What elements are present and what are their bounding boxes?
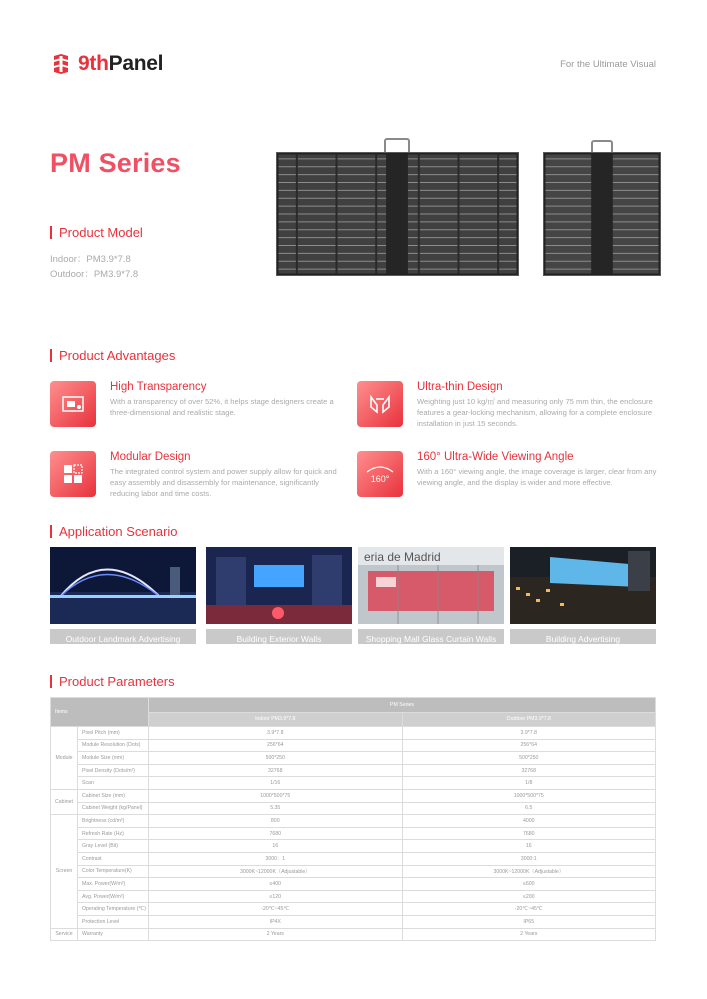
scenario-image bbox=[358, 547, 504, 624]
indoor-value: 256*64 bbox=[149, 739, 403, 752]
item-label: Warranty bbox=[78, 928, 149, 941]
item-label: Max. Power(W/m²) bbox=[78, 878, 149, 891]
scenario-landmark bbox=[50, 547, 196, 644]
series-title: PM Series bbox=[50, 148, 181, 178]
outdoor-value: 32768 bbox=[402, 764, 656, 777]
outdoor-value: 2 Years bbox=[402, 928, 656, 941]
table-row bbox=[51, 865, 656, 878]
advantage-desc: The integrated control system and power supply allow for quick and easy assembly and disassembly for maintenance, significantly reducing labor and time costs. bbox=[110, 467, 337, 498]
indoor-value: 1000*500*75 bbox=[149, 789, 403, 802]
item-label: Refresh Rate (Hz) bbox=[78, 827, 149, 840]
indoor-value: 7680 bbox=[149, 827, 403, 840]
heading-bar bbox=[50, 525, 52, 538]
product-image-large bbox=[276, 138, 519, 276]
table-row bbox=[51, 777, 656, 790]
product-parameters-heading: Product Parameters bbox=[50, 674, 175, 689]
indoor-value: ≤400 bbox=[149, 878, 403, 891]
item-label: Cabinet Size (mm) bbox=[78, 789, 149, 802]
brand-name: 9thPanel bbox=[78, 52, 164, 75]
header-series: PM Series bbox=[149, 698, 656, 713]
outdoor-value: 1000*500*75 bbox=[402, 789, 656, 802]
item-label: Pixel Pitch (mm) bbox=[78, 727, 149, 740]
item-label: Pixel Density (Dots/m²) bbox=[78, 764, 149, 777]
transparency-icon bbox=[50, 381, 96, 427]
advantage-title: High Transparency bbox=[110, 381, 207, 393]
indoor-value: 500*250 bbox=[149, 752, 403, 765]
outdoor-value: 256*64 bbox=[402, 739, 656, 752]
brand-logo-icon bbox=[50, 53, 72, 75]
indoor-value: 5.35 bbox=[149, 802, 403, 815]
advantage-title: 160° Ultra-Wide Viewing Angle bbox=[417, 451, 574, 463]
advantage-ultra-thin bbox=[357, 381, 657, 429]
item-label: Protection Level bbox=[78, 915, 149, 928]
advantage-desc: With a transparency of over 52%, it helps stage designers create a three-dimensional and realistic stage. bbox=[110, 397, 334, 417]
table-row bbox=[51, 739, 656, 752]
advantage-modular bbox=[50, 451, 350, 499]
outdoor-value: ≤200 bbox=[402, 890, 656, 903]
outdoor-value: ≤600 bbox=[402, 878, 656, 891]
table-row bbox=[51, 789, 656, 802]
group-label: Cabinet bbox=[51, 789, 78, 814]
group-label: Screen bbox=[51, 815, 78, 928]
table-row bbox=[51, 928, 656, 941]
header-indoor: Indoor PM3.9*7.8 bbox=[149, 712, 403, 727]
application-scenario-heading: Application Scenario bbox=[50, 524, 178, 539]
scenario-caption: Building Exterior Walls bbox=[206, 629, 352, 644]
viewing-angle-label: 160° bbox=[370, 474, 390, 484]
grid-modules-icon bbox=[50, 451, 96, 497]
table-row bbox=[51, 727, 656, 740]
hands-icon bbox=[357, 381, 403, 427]
outdoor-value: 6.5 bbox=[402, 802, 656, 815]
scenario-building-advertising bbox=[510, 547, 656, 644]
indoor-value: 3.9*7.8 bbox=[149, 727, 403, 740]
outdoor-value: 3000:1 bbox=[402, 852, 656, 865]
outdoor-value: IP65 bbox=[402, 915, 656, 928]
parameters-table bbox=[50, 697, 656, 941]
table-row bbox=[51, 827, 656, 840]
table-row bbox=[51, 915, 656, 928]
table-row bbox=[51, 903, 656, 916]
item-label: Scan bbox=[78, 777, 149, 790]
outdoor-value: 3.9*7.8 bbox=[402, 727, 656, 740]
table-row bbox=[51, 764, 656, 777]
indoor-value: 1/16 bbox=[149, 777, 403, 790]
outdoor-value: -20℃~45℃ bbox=[402, 903, 656, 916]
table-row bbox=[51, 878, 656, 891]
scenario-mall-curtain-wall bbox=[358, 547, 504, 644]
table-row bbox=[51, 752, 656, 765]
item-label: Gray Level (Bit) bbox=[78, 840, 149, 853]
item-label: Operating Temperature (℃) bbox=[78, 903, 149, 916]
indoor-value: 800 bbox=[149, 815, 403, 828]
viewing-angle-icon bbox=[357, 451, 403, 497]
group-label: Service bbox=[51, 928, 78, 941]
tagline: For the Ultimate Visual bbox=[560, 59, 656, 70]
indoor-value: 2 Years bbox=[149, 928, 403, 941]
outdoor-value: 4000 bbox=[402, 815, 656, 828]
scenario-caption: Outdoor Landmark Advertising bbox=[50, 629, 196, 644]
table-row bbox=[51, 815, 656, 828]
outdoor-value: 3000K~12000K（Adjustable） bbox=[402, 865, 656, 878]
item-label: Brightness (cd/m²) bbox=[78, 815, 149, 828]
group-label: Module bbox=[51, 727, 78, 790]
scenario-building-exterior bbox=[206, 547, 352, 644]
scenario-image bbox=[206, 547, 352, 624]
table-row bbox=[51, 852, 656, 865]
scenario-image bbox=[50, 547, 196, 624]
mall-sign-text: eria de Madrid bbox=[364, 550, 441, 564]
scenario-caption: Shopping Mall Glass Curtain Walls bbox=[358, 629, 504, 644]
advantage-desc: Weighting just 10 kg/㎡ and measuring only 75 mm thin, the enclosure features a gear-locking mechanism, allowing for a complete enclosure installation in just 15 seconds. bbox=[417, 397, 653, 428]
table-row bbox=[51, 890, 656, 903]
advantage-high-transparency bbox=[50, 381, 350, 427]
advantage-desc: With a 160° viewing angle, the image coverage is larger, clear from any viewing angle, and the display is wider and more effective. bbox=[417, 467, 657, 487]
product-model-heading: Product Model bbox=[50, 225, 143, 240]
indoor-value: 16 bbox=[149, 840, 403, 853]
advantage-title: Ultra-thin Design bbox=[417, 381, 503, 393]
scenario-caption: Building Advertising bbox=[510, 629, 656, 644]
indoor-value: -20℃~45℃ bbox=[149, 903, 403, 916]
outdoor-value: 7680 bbox=[402, 827, 656, 840]
outdoor-value: 1/8 bbox=[402, 777, 656, 790]
item-label: Module Size (mm) bbox=[78, 752, 149, 765]
outdoor-value: 500*250 bbox=[402, 752, 656, 765]
item-label: Module Resolution (Dots) bbox=[78, 739, 149, 752]
scenario-image bbox=[510, 547, 656, 624]
table-row bbox=[51, 840, 656, 853]
header-items: Items bbox=[51, 698, 149, 727]
outdoor-value: 16 bbox=[402, 840, 656, 853]
table-row bbox=[51, 802, 656, 815]
product-image-small bbox=[543, 138, 661, 276]
indoor-value: 3000：1 bbox=[149, 852, 403, 865]
brand-logo bbox=[50, 52, 163, 76]
heading-bar bbox=[50, 675, 52, 688]
indoor-value: 3000K~12000K（Adjustable） bbox=[149, 865, 403, 878]
product-advantages-heading: Product Advantages bbox=[50, 348, 175, 363]
item-label: Contrast bbox=[78, 852, 149, 865]
heading-bar bbox=[50, 349, 52, 362]
heading-bar bbox=[50, 226, 52, 239]
indoor-value: ≤120 bbox=[149, 890, 403, 903]
advantage-title: Modular Design bbox=[110, 451, 191, 463]
indoor-value: IP4X bbox=[149, 915, 403, 928]
indoor-value: 32768 bbox=[149, 764, 403, 777]
advantage-viewing-angle bbox=[357, 451, 657, 497]
indoor-model: Indoor：PM3.9*7.8 bbox=[50, 254, 131, 265]
item-label: Color Temperature(K) bbox=[78, 865, 149, 878]
outdoor-model: Outdoor：PM3.9*7.8 bbox=[50, 269, 139, 280]
item-label: Cabinet Weight (kg/Panel) bbox=[78, 802, 149, 815]
header-outdoor: Outdoor PM3.9*7.8 bbox=[402, 712, 656, 727]
item-label: Avg. Power(W/m²) bbox=[78, 890, 149, 903]
